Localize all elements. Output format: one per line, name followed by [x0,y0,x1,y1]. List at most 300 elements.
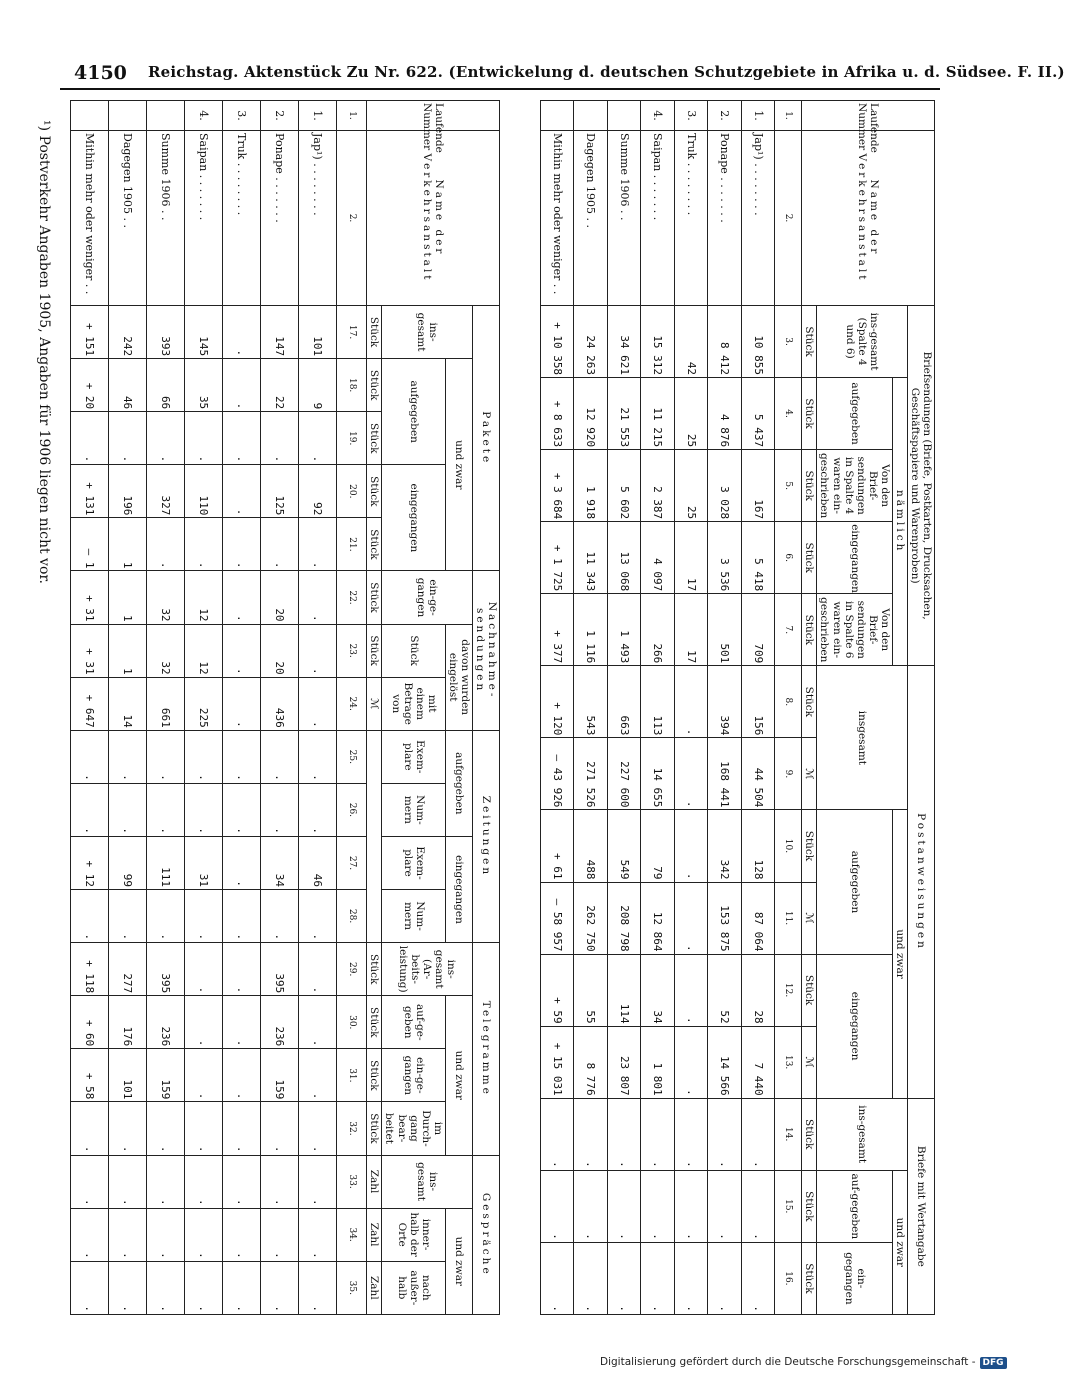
table-cell: 52 [708,954,741,1026]
table-cell: 196 [109,465,147,518]
table-cell: . [298,783,336,836]
table-cell: + 31 [71,624,109,677]
table-cell: 12 920 [574,378,607,450]
col-lfd: Laufende Nummer [367,101,500,131]
table-row [109,101,147,1315]
unit-stueck: Stück [802,1098,817,1170]
table-cell: . [674,954,707,1026]
table-cell: + 20 [71,359,109,412]
table-cell: . [109,1102,147,1155]
h-g-und-zwar: und zwar [445,1208,472,1314]
table-cell: . [260,518,298,571]
unit-mark: ℳ [802,1026,817,1098]
table-cell: . [222,1102,260,1155]
h-pk-ins-gesamt: ins-gesamt [382,306,472,359]
table-cell: . [184,943,222,996]
table-cell: 236 [260,996,298,1049]
table-cell: . [298,677,336,730]
table-cell: + 60 [71,996,109,1049]
unit-stueck: Stück [367,996,382,1049]
table-cell: . [741,1242,774,1314]
column-number: 35. [336,1261,367,1314]
row-name: Summe 1906 . . [146,131,184,306]
row-number: 1. [298,101,336,131]
table-cell: . [541,1242,574,1314]
page-title: Reichstag. Aktenstück Zu Nr. 622. (Entwickelung d. deutschen Schutzgebiete in Afrika u. d. Südsee. F. II.) [148,63,1065,81]
column-number: 16. [775,1242,802,1314]
unit-stueck: Stück [367,1102,382,1155]
h-naemlich: nämlich [892,378,907,666]
table-row [541,101,574,1315]
unit-stueck: Stück [802,594,817,666]
table-cell: . [298,730,336,783]
table-cell: . [146,412,184,465]
h-pa-insgesamt: insgesamt [817,666,907,810]
table-cell: . [146,730,184,783]
table-cell: . [222,996,260,1049]
table-cell: . [574,1242,607,1314]
table-cell: . [184,996,222,1049]
table-cell: . [184,890,222,943]
table-cell: 145 [184,306,222,359]
unit-stueck: Stück [367,943,382,996]
dfg-logo: DFG [980,1357,1007,1369]
row-number: 2. [260,101,298,131]
table-cell: . [260,1208,298,1261]
h-wb-eingegangen: ein-gegangen [817,1242,892,1314]
table-cell: . [71,1102,109,1155]
table-cell: 125 [260,465,298,518]
column-number: 18. [336,359,367,412]
h-nn-stueck: Stück [382,624,445,677]
table-cell: . [222,518,260,571]
row-number: 3. [674,101,707,131]
row-name: Jap¹) . . . . . . . . [298,131,336,306]
row-name: Ponape . . . . . . . [260,131,298,306]
table-cell: . [222,412,260,465]
column-number: 21. [336,518,367,571]
table-cell: . [260,1155,298,1208]
credit-text: Digitalisierung gefördert durch die Deutsche Forschungsgemeinschaft - [600,1356,976,1368]
table-cell: . [260,730,298,783]
table-cell: . [222,306,260,359]
h-nn-eingegangen: ein-ge-gangen [382,571,472,624]
table-pakete [70,100,500,1315]
table-cell: + 59 [541,954,574,1026]
table-cell: . [109,783,147,836]
h-nn-davon: davon wurden eingelöst [445,624,472,730]
column-number: 20. [336,465,367,518]
table-cell: . [184,1208,222,1261]
table-cell: . [109,730,147,783]
table-cell: 394 [708,666,741,738]
col-lfd: Laufende Nummer [802,101,935,131]
row-name: Saipan . . . . . . . [184,131,222,306]
table-cell: + 1 725 [541,522,574,594]
table-cell: . [222,677,260,730]
table-cell: 32 [146,624,184,677]
table-a [540,100,935,1315]
row-number [109,101,147,131]
table-cell: 8 412 [708,306,741,378]
column-number: 15. [775,1170,802,1242]
column-number: 27. [336,836,367,889]
table-cell: 153 875 [708,882,741,954]
table-cell: . [674,1242,707,1314]
unit-stueck: Stück [802,1170,817,1242]
group-zeitungen: Zeitungen [472,730,499,942]
table-cell: . [146,783,184,836]
unit-mark: ℳ [367,677,382,730]
row-number [607,101,640,131]
table-cell: . [298,624,336,677]
table-cell: + 647 [71,677,109,730]
row-name: Truk . . . . . . . . [674,131,707,306]
table-cell: . [674,738,707,810]
table-cell: 79 [641,810,674,882]
row-name: Saipan . . . . . . . [641,131,674,306]
table-cell: 3 536 [708,522,741,594]
table-cell: . [71,1155,109,1208]
h-eingegangen: eingegangen [817,522,892,594]
row-number [146,101,184,131]
table-cell: . [574,1170,607,1242]
table-cell: + 118 [71,943,109,996]
group-nachnahme: Nachnahme-sendungen [472,571,499,730]
unit-stueck: Stück [367,571,382,624]
table-cell: . [298,996,336,1049]
table-cell: 271 526 [574,738,607,810]
table-cell: 32 [146,571,184,624]
table-cell: . [71,412,109,465]
table-cell: 35 [184,359,222,412]
table-cell: 66 [146,359,184,412]
table-cell: . [184,1261,222,1314]
table-cell: . [222,1155,260,1208]
table-cell: 42 [674,306,707,378]
table-row [708,101,741,1315]
table-cell: 277 [109,943,147,996]
table-cell: 488 [574,810,607,882]
table-cell: . [674,1170,707,1242]
table-cell: 159 [260,1049,298,1102]
table-cell: 242 [109,306,147,359]
table-cell: + 3 684 [541,450,574,522]
table-cell: . [674,666,707,738]
table-cell: 23 807 [607,1026,640,1098]
table-cell: . [71,730,109,783]
footnote: ¹) Postverkehr Angaben 1905, Angaben für 1906 liegen nicht vor. [36,120,52,585]
table-cell: 167 [741,450,774,522]
h-aufgegeben: aufgegeben [817,378,892,450]
table-cell: + 151 [71,306,109,359]
column-number: 25. [336,730,367,783]
table-cell: . [146,1208,184,1261]
column-number: 13. [775,1026,802,1098]
table-cell: . [298,1102,336,1155]
table-cell: 14 566 [708,1026,741,1098]
table-row [741,101,774,1315]
h-pa-und-zwar: und zwar [892,810,907,1098]
table-cell: . [109,890,147,943]
table-cell: . [222,571,260,624]
row-name: Ponape . . . . . . . [708,131,741,306]
table-cell: . [674,1098,707,1170]
table-b [70,100,500,1315]
table-cell: . [109,1155,147,1208]
row-number: 3. [222,101,260,131]
table-cell: 46 [109,359,147,412]
table-cell: 236 [146,996,184,1049]
table-cell: 1 [109,571,147,624]
column-number: 1. [336,101,367,131]
table-cell: . [708,1170,741,1242]
column-number: 5. [775,450,802,522]
column-number: 9. [775,738,802,810]
table-cell: 4 876 [708,378,741,450]
table-briefsendungen [540,100,935,1315]
column-number: 2. [336,131,367,306]
page-header [60,56,1065,90]
unit-zahl: Zahl [367,1155,382,1208]
h-pk-und-zwar: und zwar [445,359,472,571]
table-b-body [71,101,367,1315]
table-cell: . [674,882,707,954]
table-cell: 21 553 [607,378,640,450]
table-cell: . [298,412,336,465]
h-zt-nummern: Num-mern [382,890,445,943]
table-cell: 3 028 [708,450,741,522]
table-cell: 20 [260,571,298,624]
table-cell: 661 [146,677,184,730]
unit-stueck: Stück [802,522,817,594]
table-cell: 549 [607,810,640,882]
table-cell: . [674,810,707,882]
row-name: Mithin mehr oder weniger . . [541,131,574,306]
table-cell: . [674,1026,707,1098]
table-cell: 7 440 [741,1026,774,1098]
table-cell: 156 [741,666,774,738]
table-cell: 1 493 [607,594,640,666]
unit-zahl: Zahl [367,1261,382,1314]
h-von-den-a: Von den Brief-sendungen in Spalte 4 waren ein-geschrieben [817,450,892,522]
h-g-insgesamt: ins-gesamt [382,1155,472,1208]
table-cell: 2 387 [641,450,674,522]
table-cell: 25 [674,378,707,450]
table-cell: 101 [109,1049,147,1102]
table-cell: 12 [184,624,222,677]
unit-stueck: Stück [367,306,382,359]
group-pakete: Pakete [472,306,499,571]
row-number [541,101,574,131]
table-cell: 17 [674,522,707,594]
table-cell: . [146,890,184,943]
table-cell: . [541,1098,574,1170]
table-cell: 227 600 [607,738,640,810]
table-cell: + 120 [541,666,574,738]
table-row [260,101,298,1315]
table-cell: 543 [574,666,607,738]
table-cell: . [109,1261,147,1314]
table-cell: 113 [641,666,674,738]
table-cell: 5 437 [741,378,774,450]
table-cell: 110 [184,465,222,518]
table-cell: + 58 [71,1049,109,1102]
h-ins-gesamt: ins-gesamt (Spalte 4 und 6) [817,306,907,378]
table-cell: . [708,1098,741,1170]
table-cell: 395 [260,943,298,996]
table-cell: 1 116 [574,594,607,666]
table-cell: . [641,1242,674,1314]
row-name: Dagegen 1905 . . [574,131,607,306]
table-row [184,101,222,1315]
table-cell: . [222,836,260,889]
h-tel-auf: auf-ge-geben [382,996,445,1049]
table-cell: 147 [260,306,298,359]
table-cell: + 15 031 [541,1026,574,1098]
row-name: Jap¹) . . . . . . . . [741,131,774,306]
unit-mark: ℳ [802,882,817,954]
column-number: 8. [775,666,802,738]
row-number: 4. [184,101,222,131]
table-cell: 5 418 [741,522,774,594]
table-cell: 111 [146,836,184,889]
table-cell: 8 776 [574,1026,607,1098]
table-cell: 159 [146,1049,184,1102]
table-cell: . [298,518,336,571]
table-cell: . [222,1208,260,1261]
table-cell: . [641,1098,674,1170]
column-number: 29. [336,943,367,996]
table-cell: 24 263 [574,306,607,378]
table-cell: 208 798 [607,882,640,954]
column-number: 32. [336,1102,367,1155]
table-cell: 15 312 [641,306,674,378]
table-cell: 225 [184,677,222,730]
table-cell: . [222,783,260,836]
table-cell: 393 [146,306,184,359]
unit-stueck: Stück [367,465,382,518]
row-number [71,101,109,131]
table-cell: + 10 358 [541,306,574,378]
col-name: Name der Verkehrsanstalt [367,131,500,306]
h-zt-aufgegeben: aufgegeben [445,730,472,836]
table-cell: 114 [607,954,640,1026]
table-cell: 342 [708,810,741,882]
unit-stueck: Stück [802,450,817,522]
group-wertbriefe: Briefe mit Wertangabe [907,1098,934,1314]
col-name: Name der Verkehrsanstalt [802,131,935,306]
column-number: 24. [336,677,367,730]
table-cell: 436 [260,677,298,730]
column-number: 19. [336,412,367,465]
table-cell: . [184,783,222,836]
table-cell: . [222,943,260,996]
column-number: 30. [336,996,367,1049]
h-tel-durch: im Durch-gang bear-beitet [382,1102,445,1155]
table-cell: . [298,943,336,996]
dfg-credit [600,1356,1007,1369]
column-number: 17. [336,306,367,359]
table-cell: . [71,890,109,943]
table-cell: 34 [641,954,674,1026]
table-cell: . [607,1098,640,1170]
table-cell: . [298,1261,336,1314]
unit-stueck: Stück [367,624,382,677]
table-cell: 55 [574,954,607,1026]
table-cell: . [222,890,260,943]
table-cell: 1 918 [574,450,607,522]
table-cell: . [184,1155,222,1208]
table-cell: 663 [607,666,640,738]
table-cell: 11 215 [641,378,674,450]
table-cell: — 58 957 [541,882,574,954]
h-tel-insgesamt: ins-gesamt (Ar-beits-leistung) [382,943,472,996]
h-pa-aufgegeben: aufgegeben [817,810,892,954]
table-cell: 266 [641,594,674,666]
table-cell: 1 [109,624,147,677]
table-cell: . [184,730,222,783]
row-name: Dagegen 1905 . . [109,131,147,306]
table-cell: . [222,730,260,783]
table-cell: + 12 [71,836,109,889]
table-cell: . [298,1155,336,1208]
table-cell: + 377 [541,594,574,666]
h-wb-ins-gesamt: ins-gesamt [817,1098,907,1170]
table-cell: 709 [741,594,774,666]
table-cell: . [146,1261,184,1314]
h-nn-betrag: mit einem Betrage von [382,677,445,730]
row-name: Truk . . . . . . . . [222,131,260,306]
table-cell: 20 [260,624,298,677]
unit-stueck: Stück [802,1242,817,1314]
group-telegramme: Telegramme [472,943,499,1155]
table-row [71,101,109,1315]
unit-stueck: Stück [367,518,382,571]
table-cell: . [298,571,336,624]
unit-stueck: Stück [802,306,817,378]
h-zt-eingegangen: eingegangen [445,836,472,942]
table-cell: 22 [260,359,298,412]
table-cell: 1 801 [641,1026,674,1098]
table-cell: + 131 [71,465,109,518]
table-cell: 262 750 [574,882,607,954]
table-cell: . [298,1049,336,1102]
table-cell: 46 [298,836,336,889]
table-cell: 13 068 [607,522,640,594]
column-number: 1. [775,101,802,131]
table-cell: 5 602 [607,450,640,522]
group-postanweisungen: Postanweisungen [907,666,934,1098]
unit-blank [367,730,382,942]
table-cell: 34 621 [607,306,640,378]
table-cell: . [222,1049,260,1102]
table-cell: 99 [109,836,147,889]
table-cell: . [146,518,184,571]
table-row [641,101,674,1315]
h-pa-eingegangen: eingegangen [817,954,892,1098]
table-cell: 92 [298,465,336,518]
table-cell: . [184,518,222,571]
table-cell: . [184,412,222,465]
table-cell: . [260,412,298,465]
column-number: 28. [336,890,367,943]
table-cell: — 43 926 [541,738,574,810]
table-cell: 12 [184,571,222,624]
unit-stueck: Stück [367,412,382,465]
table-row [222,101,260,1315]
h-zt-nummern: Num-mern [382,783,445,836]
